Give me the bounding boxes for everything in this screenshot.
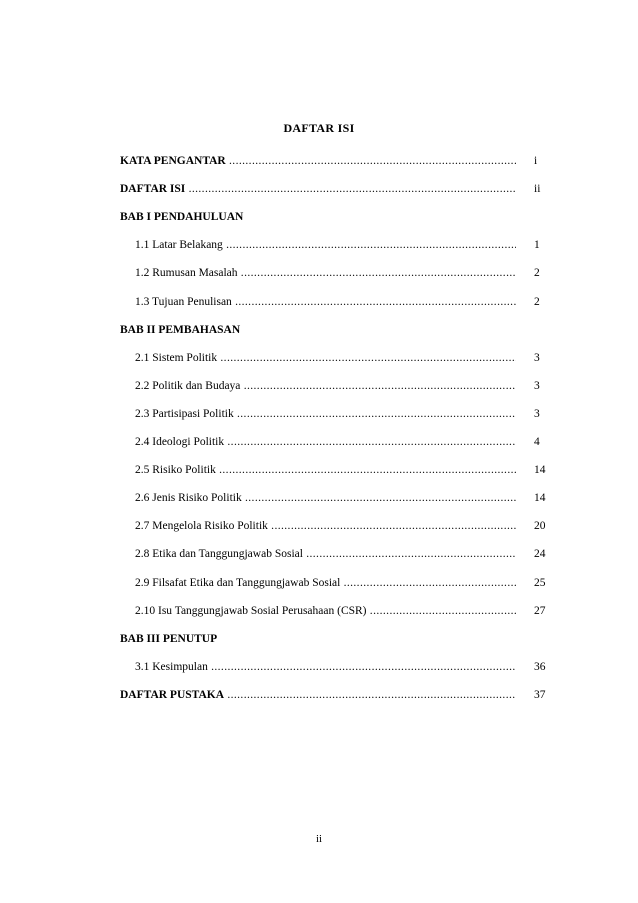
toc-entry-label-wrap [135,546,516,562]
toc-entry-page-number: 3 [534,379,540,392]
toc-entry-label-wrap [120,153,516,169]
toc-entry-label: BAB I PENDAHULUAN [120,211,244,224]
toc-subentry [120,406,550,422]
toc-entry-page-number: 14 [534,492,546,505]
toc-entry-label-wrap [120,181,516,197]
toc-subentry [120,237,550,253]
toc-chapter-heading [120,631,550,647]
toc-entry-page-number: 27 [534,604,546,617]
toc-entry-page-number: 2 [534,295,540,308]
toc-chapter-heading [120,209,550,225]
toc-subentry [120,603,550,619]
toc-subentry [120,378,550,394]
toc-entry-label-wrap [135,659,516,675]
toc-entry-label-wrap [120,322,516,338]
toc-entry-label: 2.4 Ideologi Politik [135,436,225,448]
toc-subentry [120,462,550,478]
toc-entry-label: KATA PENGANTAR [120,155,226,167]
toc-entry-page-number: 14 [534,464,546,477]
page-number-footer: ii [315,833,323,845]
toc-subentry [120,294,550,310]
toc-entry-page-number: 2 [534,267,540,280]
toc-entry-page-number: 37 [534,688,546,701]
toc-entry-label: DAFTAR PUSTAKA [120,688,225,701]
toc-subentry [120,350,550,366]
toc-subentry [120,490,550,506]
toc-entry-label: BAB II PEMBAHASAN [120,323,241,336]
toc-entry-page-number: 24 [534,548,546,561]
toc-entry-page-number: 3 [534,351,540,364]
toc-entry-label-wrap [135,462,516,478]
toc-entry-label-wrap [135,575,516,591]
toc-entry-page-number: ii [534,183,541,196]
toc-entry-label: DAFTAR ISI [120,183,186,196]
toc-entry-page-number: 25 [534,576,546,589]
page-title: DAFTAR ISI [283,121,355,135]
toc-entry [120,687,550,703]
toc-entry-label-wrap [135,406,516,422]
toc-entry-label: 1.2 Rumusan Masalah [135,267,238,280]
toc-entry-label-wrap [135,434,516,450]
toc-chapter-heading [120,322,550,338]
toc-subentry [120,518,550,534]
toc-entry-label-wrap [135,490,516,506]
toc-entry-page-number: 1 [534,239,540,252]
toc-entry-label-wrap [135,350,516,366]
toc-subentry [120,434,550,450]
toc-subentry [120,659,550,675]
toc-entry-page-number: 4 [534,436,540,448]
toc-entry-label-wrap [120,209,516,225]
toc-entry-label: 2.9 Filsafat Etika dan Tanggungjawab Sosial [135,576,341,589]
toc-entry-label: BAB III PENUTUP [120,632,218,645]
toc-entry-label: 2.3 Partisipasi Politik [135,407,234,420]
toc-entry [120,181,550,197]
toc-entry-label-wrap [135,237,516,253]
toc-entry-page-number: 36 [534,660,546,673]
toc-entry-label: 2.2 Politik dan Budaya [135,379,241,392]
toc-entry-label: 1.1 Latar Belakang [135,239,223,252]
toc-entry-label-wrap [135,265,516,281]
toc-entry-label: 2.5 Risiko Politik [135,464,216,477]
toc-entry-label: 2.7 Mengelola Risiko Politik [135,520,268,533]
toc-entry-label-wrap [135,378,516,394]
toc-entry-page-number: i [534,155,538,167]
toc-entry-label-wrap [120,631,516,647]
toc-entry-label: 2.6 Jenis Risiko Politik [135,492,242,505]
toc-entry-page-number: 3 [534,407,540,420]
toc-entry-label: 3.1 Kesimpulan [135,660,208,673]
toc-entry-label: 2.8 Etika dan Tanggungjawab Sosial [135,548,303,561]
toc-entry-label-wrap [135,518,516,534]
toc-entry-label: 1.3 Tujuan Penulisan [135,295,232,308]
toc-subentry [120,265,550,281]
toc-subentry [120,546,550,562]
toc-entry-page-number: 20 [534,520,546,533]
toc-entry [120,153,550,169]
toc-entry-label: 2.10 Isu Tanggungjawab Sosial Perusahaan (CSR) [135,604,367,617]
toc-entry-label-wrap [135,603,516,619]
toc-entry-label-wrap [120,687,516,703]
toc-entry-label-wrap [135,294,516,310]
toc-subentry [120,575,550,591]
toc-entry-label: 2.1 Sistem Politik [135,351,218,364]
